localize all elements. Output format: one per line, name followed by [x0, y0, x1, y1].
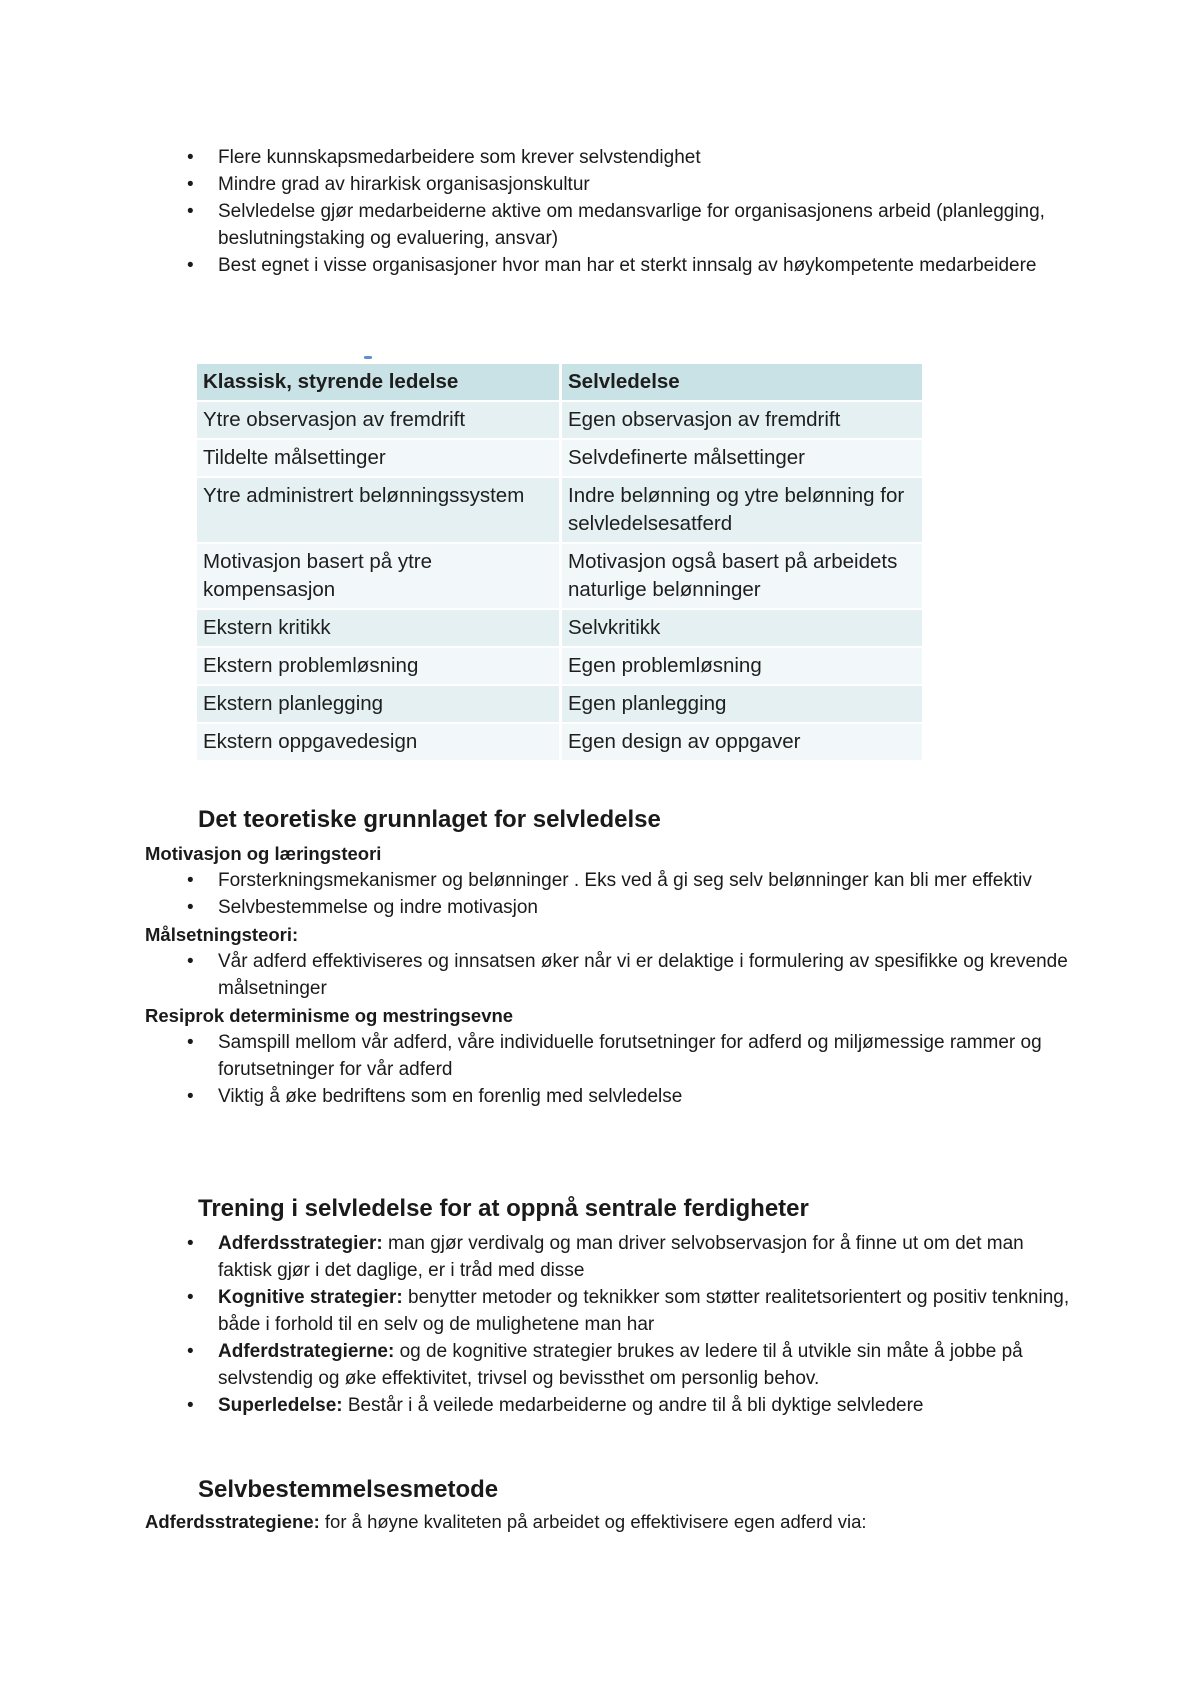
table-cell: Motivasjon basert på ytre kompensasjon [197, 544, 559, 608]
intro-bullet-list [145, 144, 1065, 279]
table-cell: Egen design av oppgaver [562, 724, 922, 760]
reciprocal-bullet-list [145, 1029, 1075, 1110]
bullet-icon: • [187, 897, 194, 918]
table-cell: Motivasjon også basert på arbeidets naturlige belønninger [562, 544, 922, 608]
table-cell: Egen planlegging [562, 686, 922, 722]
table-cell: Egen problemløsning [562, 648, 922, 684]
comparison-table [197, 362, 928, 762]
table-row [197, 648, 922, 684]
table-cell: Egen observasjon av fremdrift [562, 402, 922, 438]
list-item: • Best egnet i visse organisasjoner hvor man har et sterkt innsalg av høykompetente medarbeidere [145, 252, 1065, 279]
subheading-motivation: Motivasjon og læringsteori [145, 843, 382, 864]
table-cell: Ekstern planlegging [197, 686, 559, 722]
bullet-icon: • [187, 201, 194, 222]
bullet-icon: • [187, 1341, 194, 1362]
table-cell: Ekstern problemløsning [197, 648, 559, 684]
list-item: • Selvbestemmelse og indre motivasjon [145, 894, 1075, 921]
list-item: • Forsterkningsmekanismer og belønninger . Eks ved å gi seg selv belønninger kan bli mer effektiv [145, 867, 1075, 894]
subheading-reciprocal-determinism: Resiprok determinisme og mestringsevne [145, 1005, 514, 1026]
bullet-icon: • [187, 1233, 194, 1254]
goal-theory-bullet-list [145, 948, 1075, 1002]
table-cell: Ekstern oppgavedesign [197, 724, 559, 760]
bullet-icon: • [187, 1395, 194, 1416]
list-item: • Adferdsstrategier: man gjør verdivalg og man driver selvobservasjon for å finne ut om det man faktisk gjør i det daglige, er i tråd med disse [145, 1230, 1075, 1284]
section-heading-training: Trening i selvledelse for at oppnå sentrale ferdigheter [198, 1195, 809, 1222]
table-cell: Ytre administrert belønningssystem [197, 478, 559, 542]
list-item: • Superledelse: Består i å veilede medarbeiderne og andre til å bli dyktige selvledere [145, 1392, 1075, 1419]
table-accent-mark [364, 356, 372, 359]
table-cell: Selvdefinerte målsettinger [562, 440, 922, 476]
table-cell: Ytre observasjon av fremdrift [197, 402, 559, 438]
training-bullet-list [145, 1230, 1075, 1419]
table-row [197, 440, 922, 476]
list-item: • Mindre grad av hirarkisk organisasjonskultur [145, 171, 1065, 198]
table-header-cell: Selvledelse [562, 364, 922, 400]
method-lead-paragraph: Adferdsstrategiene: for å høyne kvaliteten på arbeidet og effektivisere egen adferd via: [145, 1511, 867, 1532]
bullet-icon: • [187, 870, 194, 891]
table-cell: Selvkritikk [562, 610, 922, 646]
bullet-icon: • [187, 1032, 194, 1053]
list-item: • Samspill mellom vår adferd, våre individuelle forutsetninger for adferd og miljømessige rammer og forutsetninger for vår adferd [145, 1029, 1075, 1083]
bullet-icon: • [187, 951, 194, 972]
bullet-icon: • [187, 1086, 194, 1107]
list-item: • Flere kunnskapsmedarbeidere som krever selvstendighet [145, 144, 1065, 171]
table-row [197, 724, 922, 760]
bullet-icon: • [187, 255, 194, 276]
section-heading-theory: Det teoretiske grunnlaget for selvledelse [198, 806, 661, 833]
list-item: • Kognitive strategier: benytter metoder og teknikker som støtter realitetsorientert og positiv tenkning, både i forhold til en selv og de mulighetene man har [145, 1284, 1075, 1338]
table-cell: Tildelte målsettinger [197, 440, 559, 476]
theory-section [145, 840, 1075, 1110]
subheading-goal-theory: Målsetningsteori: [145, 924, 299, 945]
list-item: • Vår adferd effektiviseres og innsatsen øker når vi er delaktige i formulering av spesifikke og krevende målsetninger [145, 948, 1075, 1002]
bullet-icon: • [187, 1287, 194, 1308]
list-item: • Selvledelse gjør medarbeiderne aktive om medansvarlige for organisasjonens arbeid (planlegging, beslutningstaking og evaluering, ansvar) [145, 198, 1065, 252]
list-item: • Adferdstrategierne: og de kognitive strategier brukes av ledere til å utvikle sin måte å jobbe på selvstendig og øke effektivitet, trivsel og bevissthet om personlig behov. [145, 1338, 1075, 1392]
table-row [197, 478, 922, 542]
table-cell: Ekstern kritikk [197, 610, 559, 646]
table-row [197, 610, 922, 646]
table-row [197, 686, 922, 722]
table-cell: Indre belønning og ytre belønning for selvledelsesatferd [562, 478, 922, 542]
table-header-row [197, 364, 922, 400]
list-item: • Viktig å øke bedriftens som en forenlig med selvledelse [145, 1083, 1075, 1110]
section-heading-method: Selvbestemmelsesmetode [198, 1476, 499, 1503]
bullet-icon: • [187, 174, 194, 195]
table-header-cell: Klassisk, styrende ledelse [197, 364, 559, 400]
bullet-icon: • [187, 147, 194, 168]
motivation-bullet-list [145, 867, 1075, 921]
table-row [197, 402, 922, 438]
table-row [197, 544, 922, 608]
